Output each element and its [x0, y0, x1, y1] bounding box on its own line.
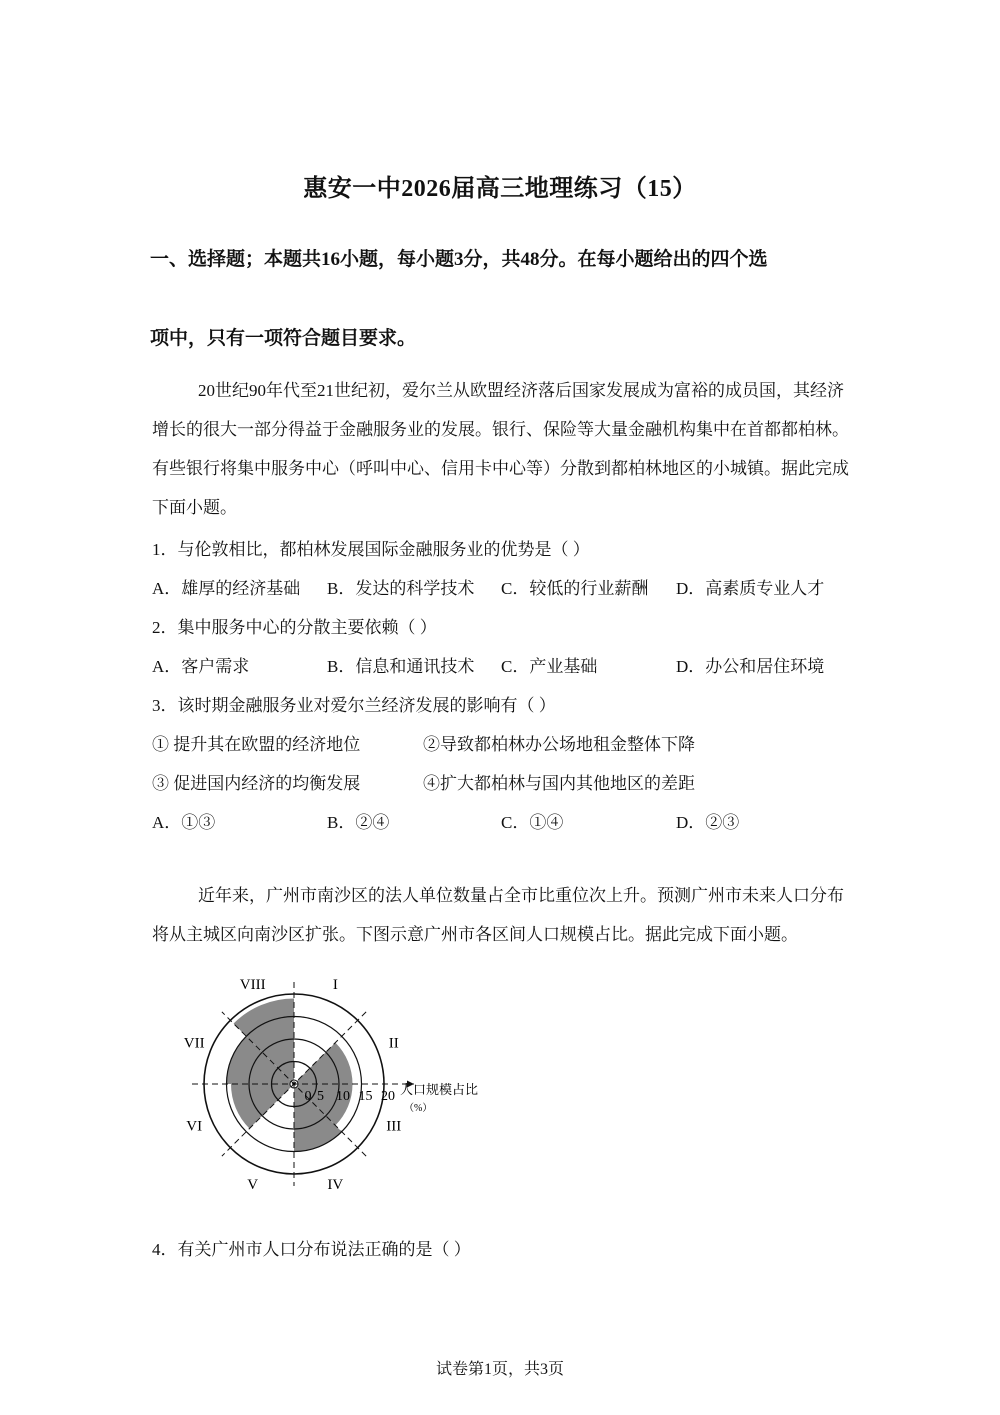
center-star: * [291, 1079, 297, 1091]
question-3-option-c[interactable]: C．①④ [501, 813, 564, 832]
page-footer: 试卷第1页，共3页 [435, 1361, 564, 1378]
sector-label-II: II [388, 1035, 399, 1052]
radial-tick-label: 0 [304, 1089, 312, 1104]
question-2-option-d[interactable]: D．办公和居住环境 [676, 657, 825, 676]
radial-tick-label: 20 [381, 1089, 395, 1104]
question-3-statements-row2 [0, 769, 1000, 793]
question-1-option-d[interactable]: D．高素质专业人才 [676, 579, 825, 598]
question-2-option-a[interactable]: A．客户需求 [152, 657, 250, 676]
sector-label-VII: VII [183, 1035, 205, 1052]
question-1-stem: 1．与伦敦相比，都柏林发展国际金融服务业的优势是（ ） [152, 540, 590, 559]
sector-label-IV: IV [327, 1176, 344, 1193]
radial-tick-label: 10 [336, 1089, 350, 1104]
section-heading-line2: 项中，只有一项符合题目要求。 [150, 328, 417, 349]
radial-axis-unit: （%） [404, 1103, 433, 1114]
question-3-option-a[interactable]: A．①③ [152, 813, 216, 832]
question-1-option-b[interactable]: B．发达的科学技术 [327, 579, 475, 598]
sector-label-VIII: VIII [239, 977, 266, 994]
radial-axis-label: 人口规模占比 [400, 1082, 479, 1097]
passage-guangzhou: 近年来，广州市南沙区的法人单位数量占全市比重位次上升。预测广州市未来人口分布将从主城区向南沙区扩张。下图示意广州市各区间人口规模占比。据此完成下面小题。 [152, 886, 844, 944]
question-3-statement-1: ① 提升其在欧盟的经济地位 [152, 735, 361, 754]
section-heading-line1: 一、选择题；本题共16小题，每小题3分，共48分。在每小题给出的四个选 [150, 249, 768, 270]
question-3-statement-2: ②导致都柏林办公场地租金整体下降 [423, 735, 695, 754]
question-3-option-d[interactable]: D．②③ [676, 813, 740, 832]
question-4-stem: 4．有关广州市人口分布说法正确的是（ ） [152, 1240, 471, 1259]
question-2-option-c[interactable]: C．产业基础 [501, 657, 598, 676]
question-1-options [0, 574, 1000, 598]
page-title: 惠安一中2026届高三地理练习（15） [303, 176, 697, 202]
question-3-stem: 3．该时期金融服务业对爱尔兰经济发展的影响有（ ） [152, 696, 556, 715]
question-3-statements-row1 [0, 730, 1000, 754]
question-1-option-a[interactable]: A．雄厚的经济基础 [152, 579, 301, 598]
question-3-option-b[interactable]: B．②④ [327, 813, 390, 832]
sector-label-III: III [386, 1118, 402, 1135]
question-3-options [0, 808, 1000, 832]
question-2-options [0, 652, 1000, 676]
question-3-statement-3: ③ 促进国内经济的均衡发展 [152, 774, 361, 793]
sector-label-VI: VI [186, 1118, 203, 1135]
radial-tick-label: 15 [358, 1089, 373, 1104]
passage-ireland: 20世纪90年代至21世纪初，爱尔兰从欧盟经济落后国家发展成为富裕的成员国，其经济增长的很大一部分得益于金融服务业的发展。银行、保险等大量金融机构集中在首都都柏林。有些银行将集中服务中心（呼叫中心、信用卡中心等）分散到都柏林地区的小城镇。据此完成下面小题。 [152, 381, 849, 517]
radial-tick-label: 5 [317, 1089, 324, 1104]
population-polar-chart [160, 962, 520, 1212]
sector-label-V: V [247, 1176, 259, 1193]
question-3-statement-4: ④扩大都柏林与国内其他地区的差距 [423, 774, 695, 793]
question-2-stem: 2．集中服务中心的分散主要依赖（ ） [152, 618, 437, 637]
question-2-option-b[interactable]: B．信息和通讯技术 [327, 657, 475, 676]
sector-II-wedge [297, 1043, 353, 1084]
sector-VI-wedge [231, 1084, 291, 1129]
sector-label-I: I [332, 977, 338, 994]
question-1-option-c[interactable]: C．较低的行业薪酬 [501, 579, 649, 598]
